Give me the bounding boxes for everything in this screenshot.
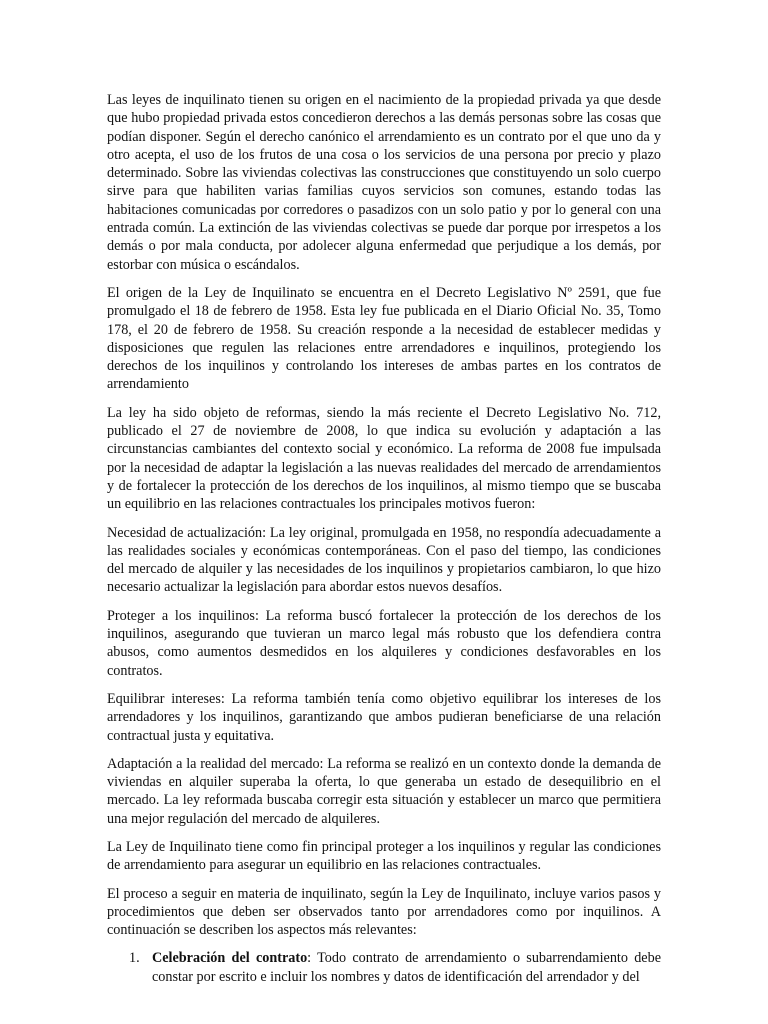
list-item-text: : Todo contrato de arrendamiento o subarrendamiento debe constar por escrito e incluir los nombres y datos de identificación del arrendador y del [152, 950, 661, 985]
list-item-body [152, 949, 661, 986]
document-page [107, 91, 661, 986]
paragraph-reformas: La ley ha sido objeto de reformas, siendo la más reciente el Decreto Legislativo No. 712, publicado el 27 de noviembre de 2008, lo que indica su evolución y adaptación a las circunstancias cambiantes del contexto social y económico. La reforma de 2008 fue impulsada por la necesidad de adaptar la legislación a las nuevas realidades del mercado de arrendamientos y de fortalecer la protección de los derechos de los inquilinos, al mismo tiempo que se buscaba un equilibrio en las relaciones contractuales los principales motivos fueron: [107, 404, 661, 513]
paragraph-adaptacion-mercado: Adaptación a la realidad del mercado: La reforma se realizó en un contexto donde la demanda de viviendas en alquiler superaba la oferta, lo que generaba un estado de desequilibrio en el mercado. La ley reformada buscaba corregir esta situación y establecer un marco que permitiera una mejor regulación del mercado de alquileres. [107, 755, 661, 827]
paragraph-origen-leyes: Las leyes de inquilinato tienen su origen en el nacimiento de la propiedad privada ya que desde que hubo propiedad privada estos concedieron derechos a las demás personas sobre las cosas que podían disponer. Según el derecho canónico el arrendamiento es un contrato por el que uno da y otro acepta, el uso de los frutos de una cosa o los servicios de una persona por precio y plazo determinado. Sobre las viviendas colectivas las construcciones que constituyendo un solo cuerpo sirve para que habiliten varias familias cuyos servicios son comunes, estando todas las habitaciones comunicadas por corredores o pasadizos con un solo patio y por lo general con una entrada común. La extinción de las viviendas colectivas se puede dar porque por irrespetos a los demás o por mala conducta, por adolecer alguna enfermedad que perjudique a los demás, por estorbar con música o escándalos. [107, 92, 661, 273]
list-item-title: Celebración del contrato [152, 950, 308, 967]
paragraph-proceso: El proceso a seguir en materia de inquilinato, según la Ley de Inquilinato, incluye varios pasos y procedimientos que deben ser observados tanto por arrendadores como por inquilinos. A continuación se describen los aspectos más relevantes: [107, 885, 661, 939]
paragraph-fin-principal: La Ley de Inquilinato tiene como fin principal proteger a los inquilinos y regular las condiciones de arrendamiento para asegurar un equilibrio en las relaciones contractuales. [107, 838, 661, 874]
paragraph-origen-ley-inquilinato: El origen de la Ley de Inquilinato se encuentra en el Decreto Legislativo Nº 2591, que fue promulgado el 18 de febrero de 1958. Esta ley fue publicada en el Diario Oficial No. 35, Tomo 178, el 20 de febrero de 1958. Su creación responde a la necesidad de establecer medidas y disposiciones que regulen las relaciones entre arrendadores e inquilinos, protegiendo los derechos de los inquilinos y controlando los intereses de ambas partes en los contratos de arrendamiento [107, 284, 661, 393]
list-item-number: 1. [129, 950, 140, 967]
paragraph-equilibrar-intereses: Equilibrar intereses: La reforma también tenía como objetivo equilibrar los intereses de los arrendadores y los inquilinos, garantizando que ambos pudieran beneficiarse de una relación contractual justa y equitativa. [107, 690, 661, 744]
list-item [107, 949, 661, 986]
numbered-list [107, 949, 661, 986]
paragraph-necesidad-actualizacion: Necesidad de actualización: La ley original, promulgada en 1958, no respondía adecuadamente a las realidades sociales y económicas contemporáneas. Con el paso del tiempo, las condiciones del mercado de alquiler y las necesidades de los inquilinos y propietarios cambiaron, lo que hizo necesario actualizar la legislación para abordar estos nuevos desafíos. [107, 524, 661, 596]
paragraph-proteger-inquilinos: Proteger a los inquilinos: La reforma buscó fortalecer la protección de los derechos de los inquilinos, asegurando que tuvieran un marco legal más robusto que los defendiera contra abusos, como aumentos desmedidos en los alquileres y condiciones desfavorables en los contratos. [107, 607, 661, 679]
